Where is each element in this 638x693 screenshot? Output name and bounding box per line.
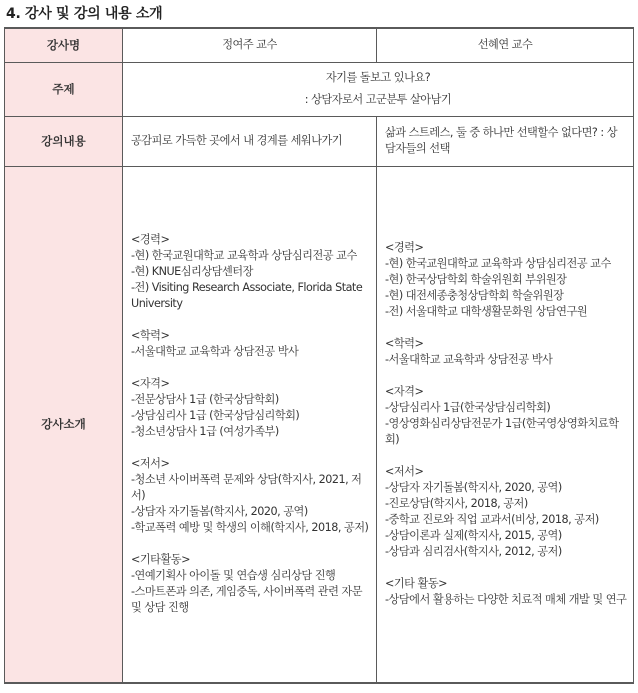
intro-heading: <기타 활동> [385, 577, 448, 591]
intro-item: -서울대학교 교육학과 상담전공 박사 [131, 345, 299, 359]
content-cell-1: 공감피로 가득한 곳에서 내 경계를 세워나가기 [123, 116, 377, 166]
intro-heading: <학력> [385, 337, 424, 351]
table-row [5, 62, 634, 116]
intro-item: -연예기획사 아이돌 및 연습생 심리상담 진행 [131, 569, 336, 583]
row-label-topic: 주제 [5, 62, 123, 116]
intro-item: -현) KNUE심리상담센터장 [131, 265, 253, 279]
intro-cell-1 [123, 166, 377, 683]
content-cell-2: 삶과 스트레스, 둘 중 하나만 선택할수 없다면? : 상담자들의 선택 [377, 116, 634, 166]
intro-heading: <저서> [385, 465, 424, 479]
intro-heading: <학력> [131, 329, 170, 343]
intro-block [385, 384, 627, 448]
intro-block [131, 232, 370, 312]
row-label-content: 강의내용 [5, 116, 123, 166]
intro-block [385, 336, 627, 368]
table-row [5, 116, 634, 166]
intro-item: -현) 한국교원대학교 교육학과 상담심리전공 교수 [385, 257, 611, 271]
intro-item: -상담에서 활용하는 다양한 치료적 매체 개발 및 연구 [385, 593, 627, 607]
intro-item: -청소년 사이버폭력 문제와 상담(학지사, 2021, 저서) [131, 473, 362, 503]
instructor-info-table [4, 27, 634, 684]
table-row [5, 28, 634, 62]
intro-cell-2 [377, 166, 634, 683]
intro-block [385, 576, 627, 608]
intro-item: -현) 한국상담학회 학술위원회 부위원장 [385, 273, 567, 287]
row-label-instructor: 강사명 [5, 28, 123, 62]
intro-item: -중학교 진로와 직업 교과서(비상, 2018, 공저) [385, 513, 599, 527]
intro-item: -현) 대전세종충청상담학회 학술위원장 [385, 289, 564, 303]
intro-item: -학교폭력 예방 및 학생의 이해(학지사, 2018, 공저) [131, 521, 369, 535]
intro-item: -상담심리사 1급(한국상담심리학회) [385, 401, 551, 415]
intro-item: -상담과 심리검사(학지사, 2012, 공저) [385, 545, 562, 559]
intro-item: -영상영화심리상담전문가 1급(한국영상영화치료학회) [385, 417, 619, 447]
intro-item: -전문상담사 1급 (한국상담학회) [131, 393, 279, 407]
intro-block [131, 456, 370, 536]
intro-item: -진로상담(학지사, 2018, 공저) [385, 497, 528, 511]
intro-item: -전) 서울대학교 대학생활문화원 상담연구원 [385, 305, 588, 319]
topic-line: : 상담자로서 고군분투 살아남기 [304, 93, 452, 106]
intro-block [131, 328, 370, 360]
instructor-name-2: 선혜연 교수 [377, 28, 634, 62]
intro-heading: <저서> [131, 457, 170, 471]
intro-item: -상담자 자기돌봄(학지사, 2020, 공역) [131, 505, 308, 519]
intro-item: -서울대학교 교육학과 상담전공 박사 [385, 353, 553, 367]
intro-heading: <기타활동> [131, 553, 190, 567]
intro-heading: <자격> [131, 377, 170, 391]
intro-item: -현) 한국교원대학교 교육학과 상담심리전공 교수 [131, 249, 357, 263]
intro-item: -청소년상담사 1급 (여성가족부) [131, 425, 279, 439]
section-title: 4. 강사 및 강의 내용 소개 [6, 6, 163, 22]
intro-heading: <자격> [385, 385, 424, 399]
intro-heading: <경력> [385, 241, 424, 255]
intro-item: -전) Visiting Research Associate, Florida State University [131, 281, 363, 311]
table-row [5, 166, 634, 683]
intro-heading: <경력> [131, 233, 170, 247]
instructor-name-1: 정여주 교수 [123, 28, 377, 62]
intro-block [131, 552, 370, 616]
intro-item: -스마트폰과 의존, 게임중독, 사이버폭력 관련 자문 및 상담 진행 [131, 585, 363, 615]
intro-item: -상담이론과 실제(학지사, 2015, 공역) [385, 529, 562, 543]
intro-block [385, 240, 627, 320]
intro-item: -상담심리사 1급 (한국상담심리학회) [131, 409, 300, 423]
intro-item: -상담자 자기돌봄(학지사, 2020, 공역) [385, 481, 562, 495]
intro-block [131, 376, 370, 440]
intro-block [385, 464, 627, 560]
row-label-intro: 강사소개 [5, 166, 123, 683]
topic-cell [123, 62, 634, 116]
topic-line: 자기를 돌보고 있나요? [325, 71, 431, 84]
